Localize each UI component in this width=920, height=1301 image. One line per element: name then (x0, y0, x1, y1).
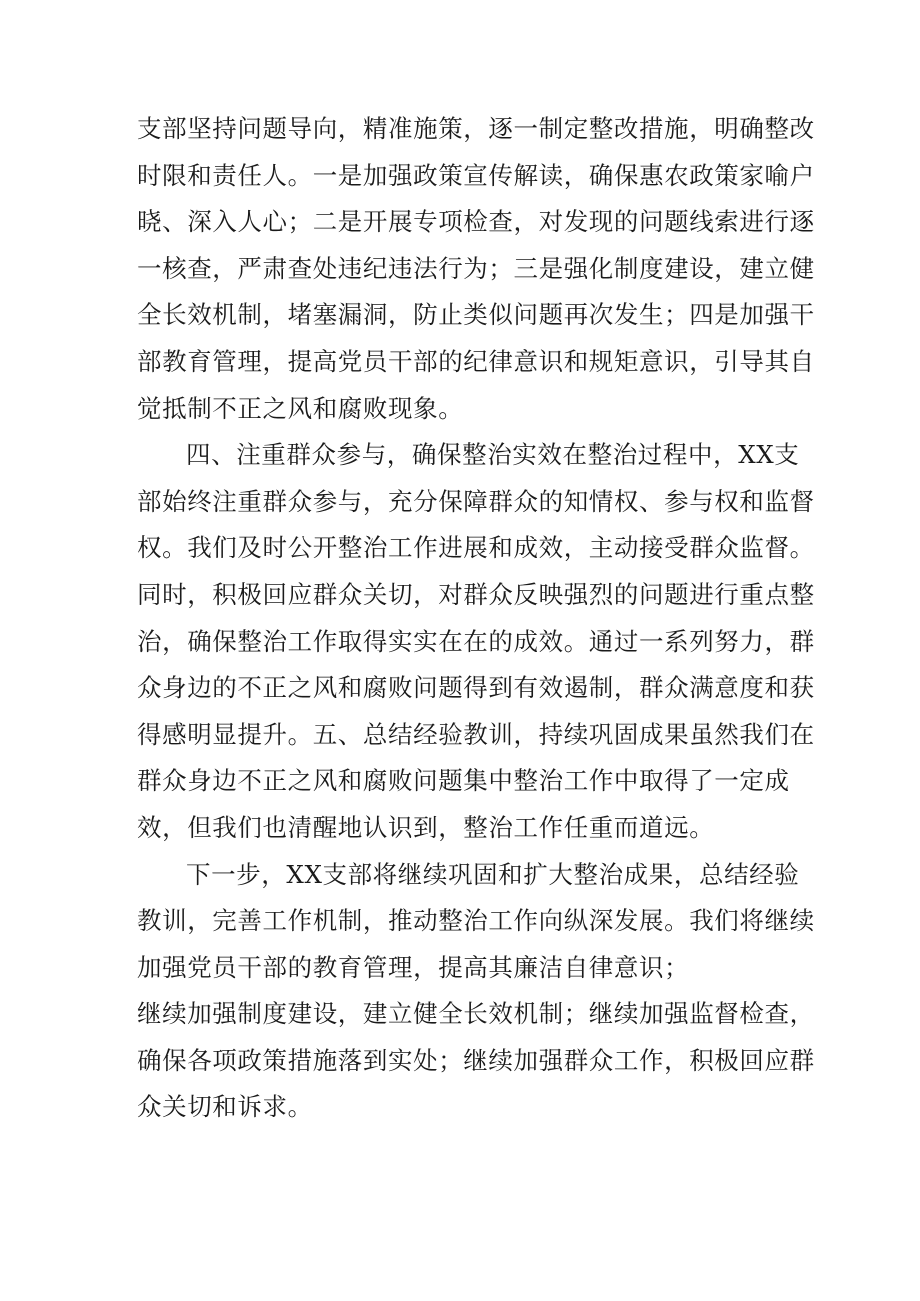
text-line-14: 得感明显提升。五、总结经验教训，持续巩固成果虽然我们在 (137, 719, 815, 749)
text-line-5: 全长效机制，堵塞漏洞，防止类似问题再次发生；四是加强干 (137, 300, 815, 330)
text-line-18: 教训，完善工作机制，推动整治工作向纵深发展。我们将继续 (137, 906, 815, 936)
text-line-9: 部始终注重群众参与，充分保障群众的知情权、参与权和监督 (137, 486, 815, 516)
text-line-3: 晓、深入人心；二是开展专项检查，对发现的问题线索进行逐 (137, 207, 815, 237)
text-line-20: 继续加强制度建设，建立健全长效机制；继续加强监督检查， (137, 999, 815, 1029)
text-line-11: 同时，积极回应群众关切，对群众反映强烈的问题进行重点整 (137, 579, 815, 609)
text-line-17: 下一步，XX支部将继续巩固和扩大整治成果，总结经验 (186, 859, 800, 889)
text-line-8: 四、注重群众参与，确保整治实效在整治过程中，XX支 (186, 440, 800, 470)
text-line-19: 加强党员干部的教育管理，提高其廉洁自律意识； (137, 952, 690, 982)
text-line-1: 支部坚持问题导向，精准施策，逐一制定整改措施，明确整改 (137, 114, 815, 143)
text-line-21: 确保各项政策措施落到实处；继续加强群众工作，积极回应群 (137, 1045, 815, 1075)
text-line-6: 部教育管理，提高党员干部的纪律意识和规矩意识，引导其自 (137, 346, 815, 376)
text-line-15: 群众身边不正之风和腐败问题集中整治工作中取得了一定成 (137, 766, 790, 796)
text-line-22: 众关切和诉求。 (137, 1092, 313, 1122)
text-line-7: 觉抵制不正之风和腐败现象。 (137, 393, 464, 423)
text-line-13: 众身边的不正之风和腐败问题得到有效遏制，群众满意度和获 (137, 673, 815, 703)
text-line-4: 一核查，严肃查处违纪违法行为；三是强化制度建设，建立健 (137, 253, 815, 283)
text-line-16: 效，但我们也清醒地认识到，整治工作任重而道远。 (137, 812, 715, 842)
text-line-2: 时限和责任人。一是加强政策宣传解读，确保惠农政策家喻户 (137, 160, 815, 190)
text-line-10: 权。我们及时公开整治工作进展和成效，主动接受群众监督。 (137, 533, 815, 563)
text-line-12: 治，确保整治工作取得实实在在的成效。通过一系列努力，群 (137, 626, 815, 656)
document-body (137, 106, 815, 1131)
